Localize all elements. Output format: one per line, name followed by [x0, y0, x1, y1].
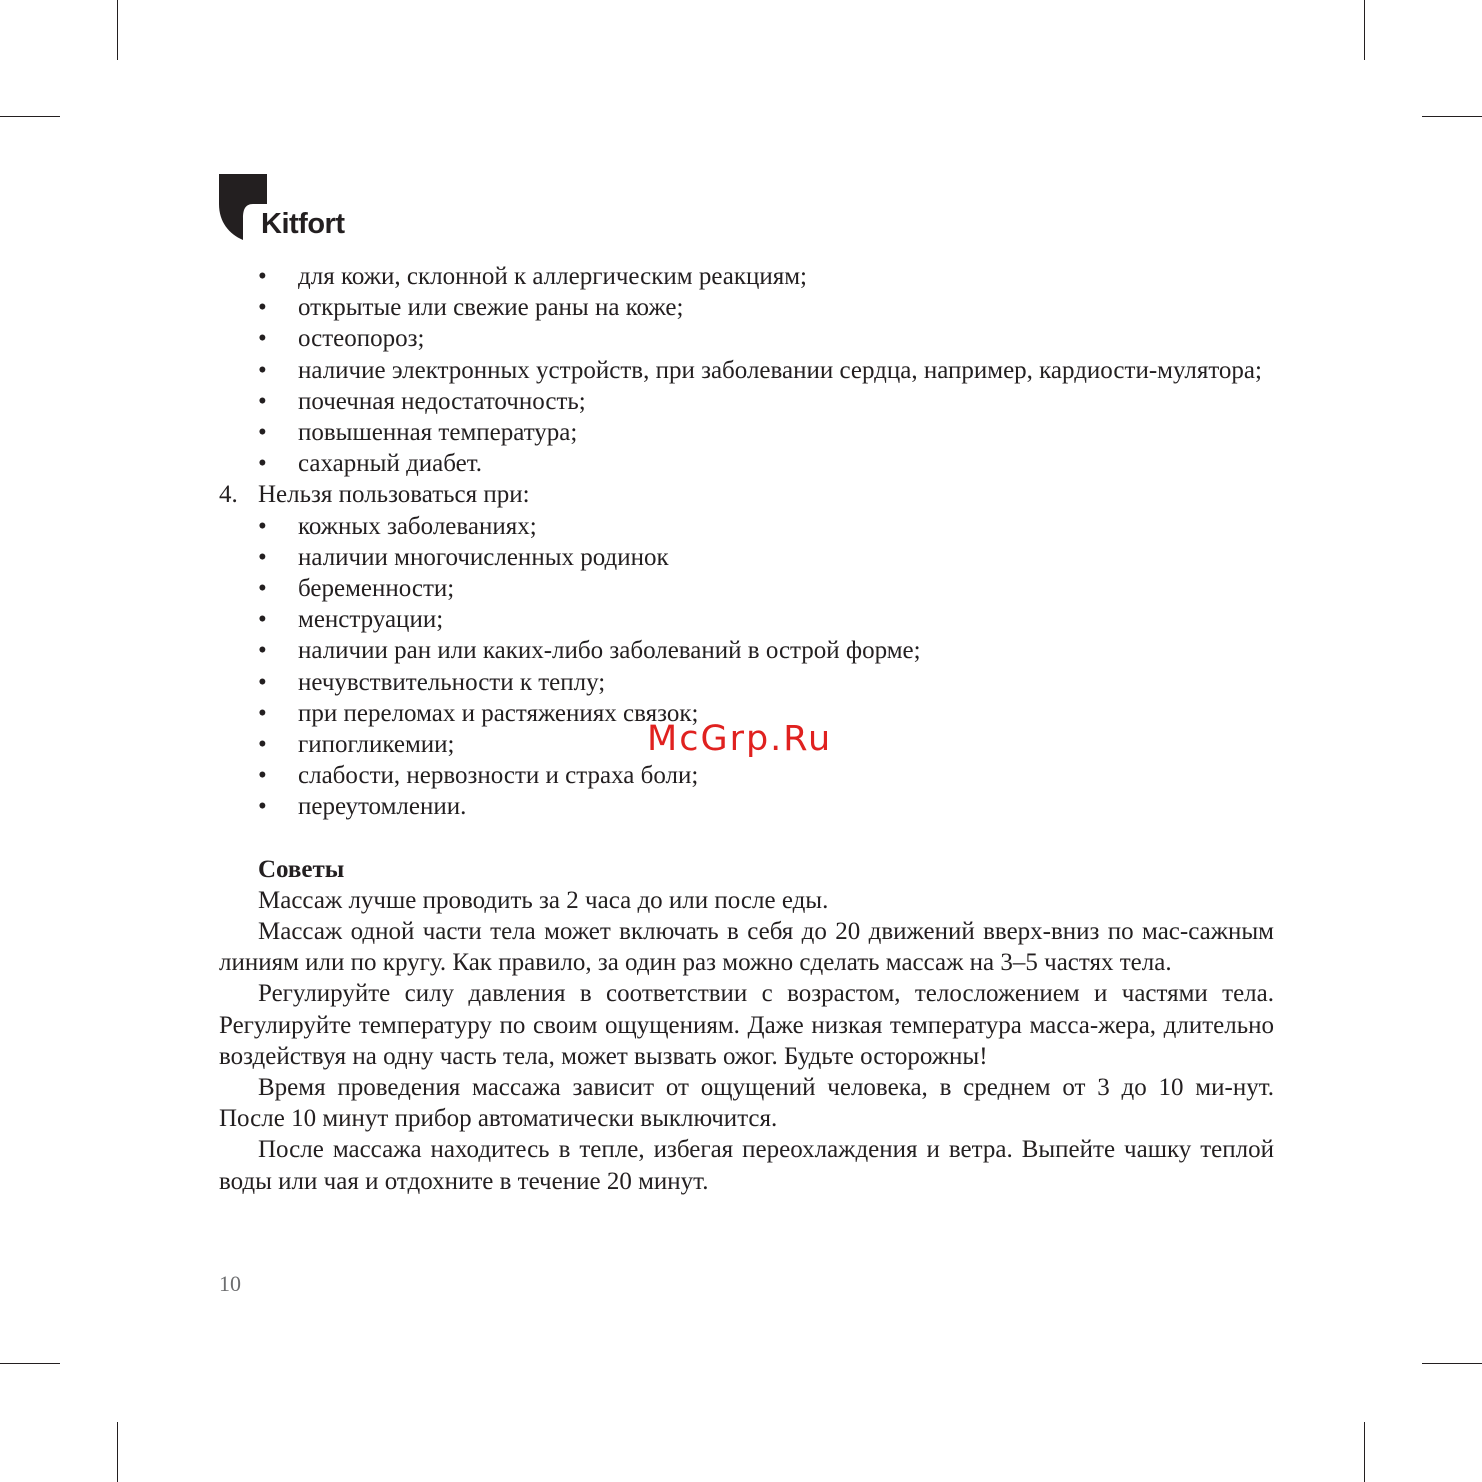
bullet-icon: • — [258, 793, 267, 821]
list-item: • менструации; — [219, 604, 1274, 635]
prohibitions-list — [219, 511, 1274, 823]
watermark: McGrp.Ru — [647, 719, 833, 759]
crop-mark — [117, 1422, 118, 1482]
list-item: • нечувствительности к теплу; — [219, 667, 1274, 698]
list-item: • почечная недостаточность; — [219, 386, 1274, 417]
bullet-icon: • — [258, 419, 267, 447]
tips-paragraph: Массаж одной части тела может включать в себя до 20 движений вверх-вниз по мас-сажным линиям или по кругу. Как правило, за один раз можно сделать массаж на 3–5 частях тела. — [219, 918, 1274, 977]
tips-paragraph: Время проведения массажа зависит от ощущений человека, в среднем от 3 до 10 ми-нут. После 10 минут прибор автоматически выключится. — [219, 1074, 1274, 1133]
bullet-icon: • — [258, 637, 267, 665]
list-item: • повышенная температура; — [219, 417, 1274, 448]
list-item: • открытые или свежие раны на коже; — [219, 292, 1274, 323]
bullet-icon: • — [258, 575, 267, 603]
list-item: • наличии ран или каких-либо заболеваний в острой форме; — [219, 635, 1274, 666]
crop-mark — [117, 0, 118, 60]
crop-mark — [1364, 1422, 1365, 1482]
bullet-icon: • — [258, 325, 267, 353]
section-number: 4. — [219, 481, 238, 509]
bullet-icon: • — [258, 450, 267, 478]
section-4-heading — [219, 479, 1274, 510]
bullet-icon: • — [258, 387, 267, 415]
contraindications-list — [219, 261, 1274, 479]
crop-mark — [1364, 0, 1365, 60]
list-item: • при переломах и растяжениях связок; — [219, 698, 1274, 729]
bullet-icon: • — [258, 731, 267, 759]
list-item: • для кожи, склонной к аллергическим реакциям; — [219, 261, 1274, 292]
bullet-icon: • — [258, 543, 267, 571]
crop-mark — [1422, 1363, 1482, 1364]
list-item: • беременности; — [219, 573, 1274, 604]
bullet-icon: • — [258, 762, 267, 790]
list-item: • слабости, нервозности и страха боли; — [219, 760, 1274, 791]
list-item: • наличие электронных устройств, при заболевании сердца, например, кардиости-мулятора; — [219, 355, 1274, 386]
list-item: • кожных заболеваниях; — [219, 511, 1274, 542]
section-title: Нельзя пользоваться при: — [258, 481, 530, 509]
bullet-icon: • — [258, 356, 267, 384]
bullet-icon: • — [258, 512, 267, 540]
bullet-icon: • — [258, 263, 267, 290]
list-item: • сахарный диабет. — [219, 448, 1274, 479]
tips-paragraph: Регулируйте силу давления в соответствии с возрастом, телосложением и частями тела. Регулируйте температуру по своим ощущениям. Даже низкая температура масса-жера, длительно воздействуя на одну часть тела, может вызвать ожог. Будьте осторожны! — [219, 980, 1274, 1070]
crop-mark — [0, 1363, 60, 1364]
list-item: • переутомлении. — [219, 791, 1274, 822]
page-number: 10 — [219, 1271, 241, 1296]
crop-mark — [1422, 116, 1482, 117]
list-item: • гипогликемии; — [219, 729, 1274, 760]
tips-heading: Советы — [258, 855, 345, 883]
brand-name: Kitfort — [261, 208, 345, 240]
crop-mark — [0, 116, 60, 117]
list-item: • наличии многочисленных родинок — [219, 542, 1274, 573]
list-item: • остеопороз; — [219, 323, 1274, 354]
tips-paragraph: Массаж лучше проводить за 2 часа до или после еды. — [258, 886, 829, 914]
bullet-icon: • — [258, 294, 267, 322]
bullet-icon: • — [258, 668, 267, 696]
bullet-icon: • — [258, 699, 267, 727]
tips-paragraph: После массажа находитесь в тепле, избегая переохлаждения и ветра. Выпейте чашку теплой воды или чая и отдохните в течение 20 минут. — [219, 1136, 1274, 1195]
bullet-icon: • — [258, 606, 267, 634]
